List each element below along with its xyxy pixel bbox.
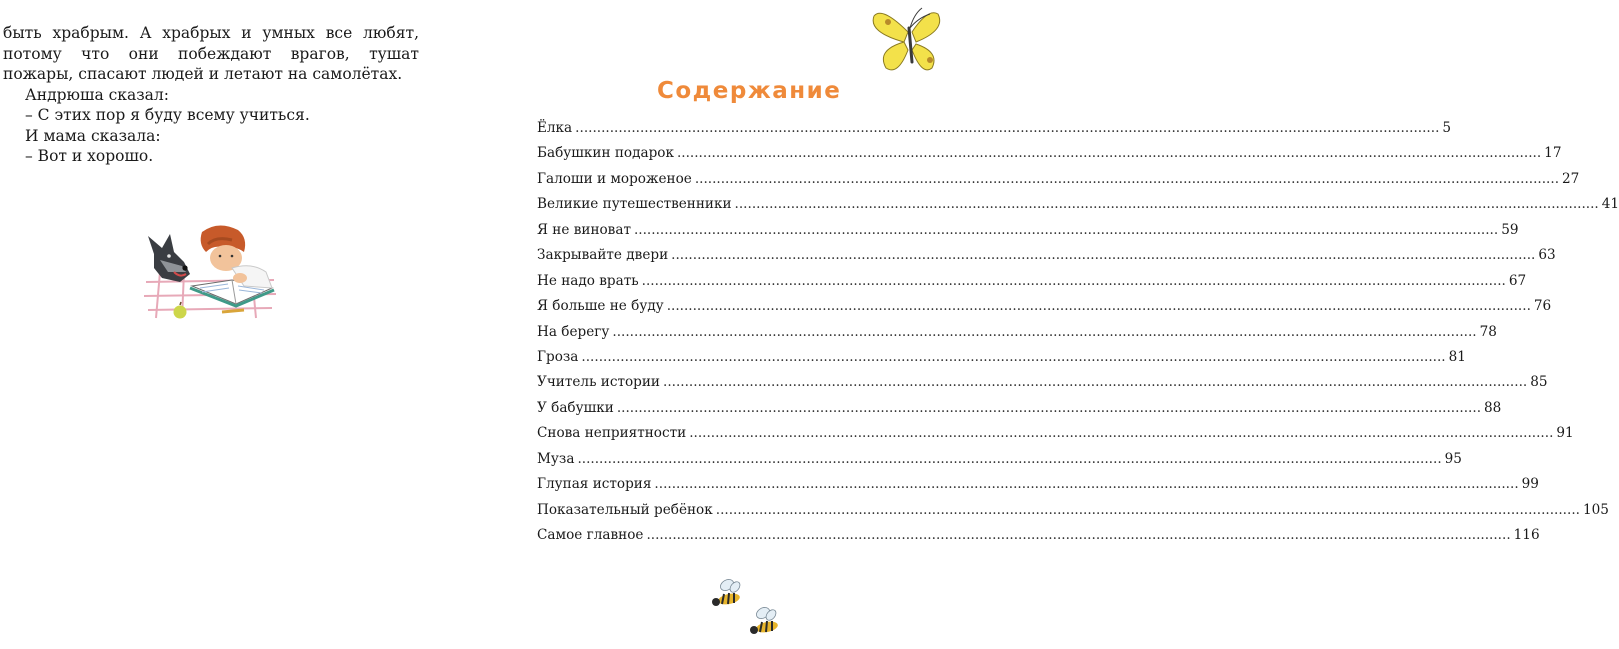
toc-leader-dots: ........................................................................................................................................................................................................	[633, 221, 1499, 238]
toc-item-page: 99	[1521, 476, 1539, 493]
table-of-contents	[537, 120, 1619, 552]
toc-leader-dots: ........................................................................................................................................................................................................	[734, 196, 1599, 213]
toc-item-page: 41	[1601, 196, 1619, 213]
toc-item-title: Гроза	[537, 348, 579, 365]
story-paragraph: быть храбрым. А храбрых и умных все любят, потому что они побеждают врагов, тушат пожары, спасают людей и летают на самолётах.	[3, 24, 419, 83]
toc-item-title: Показательный ребёнок	[537, 501, 713, 518]
toc-item	[537, 120, 1452, 145]
toc-item-title: Не надо врать	[537, 272, 639, 289]
toc-item-title: Я не виноват	[537, 221, 631, 238]
toc-item	[537, 247, 1556, 272]
boy-with-dog-and-book-illustration	[140, 222, 280, 322]
toc-item-page: 88	[1484, 399, 1502, 416]
toc-leader-dots: ........................................................................................................................................................................................................	[641, 272, 1506, 289]
toc-item	[537, 298, 1552, 323]
toc-item-page: 91	[1556, 425, 1574, 442]
toc-leader-dots: ........................................................................................................................................................................................................	[646, 527, 1511, 543]
toc-item-title: У бабушки	[537, 399, 614, 416]
toc-leader-dots: ........................................................................................................................................................................................................	[676, 145, 1542, 162]
toc-item	[537, 348, 1466, 374]
toc-item-page: 27	[1562, 170, 1580, 187]
toc-item	[537, 374, 1548, 399]
toc-item-title: Глупая история	[537, 476, 652, 493]
toc-item	[537, 272, 1527, 298]
toc-leader-dots: ........................................................................................................................................................................................................	[694, 170, 1560, 187]
bees-icon	[705, 577, 795, 647]
toc-leader-dots: ........................................................................................................................................................................................................	[654, 476, 1519, 493]
toc-item	[537, 527, 1540, 552]
toc-leader-dots: ........................................................................................................................................................................................................	[575, 120, 1440, 136]
toc-item	[537, 323, 1497, 349]
toc-item	[537, 221, 1519, 247]
toc-title: Содержание	[657, 78, 842, 104]
toc-item	[537, 145, 1562, 170]
toc-item-title: Великие путешественники	[537, 196, 732, 213]
story-paragraph: И мама сказала:	[25, 126, 161, 145]
toc-item	[537, 501, 1609, 527]
toc-leader-dots: ........................................................................................................................................................................................................	[666, 298, 1531, 315]
toc-item	[537, 425, 1574, 450]
toc-item-title: Галоши и мороженое	[537, 170, 692, 187]
story-paragraph: Андрюша сказал:	[25, 85, 169, 104]
toc-leader-dots: ........................................................................................................................................................................................................	[581, 348, 1446, 365]
toc-item-page: 5	[1442, 120, 1452, 136]
toc-item-title: Учитель истории	[537, 374, 660, 391]
story-paragraph: – С этих пор я буду всему учиться.	[25, 106, 310, 124]
toc-leader-dots: ........................................................................................................................................................................................................	[616, 399, 1482, 416]
toc-item-page: 116	[1513, 527, 1540, 543]
toc-item-title: Самое главное	[537, 527, 644, 543]
toc-leader-dots: ........................................................................................................................................................................................................	[689, 425, 1554, 442]
right-page	[537, 0, 1619, 649]
left-page	[3, 23, 419, 167]
toc-item-page: 78	[1479, 323, 1497, 340]
toc-leader-dots: ........................................................................................................................................................................................................	[663, 374, 1528, 391]
toc-item-page: 95	[1444, 450, 1462, 467]
story-paragraph: – Вот и хорошо.	[25, 147, 154, 165]
toc-item	[537, 170, 1580, 196]
toc-item	[537, 196, 1619, 221]
toc-item-title: Бабушкин подарок	[537, 145, 674, 162]
toc-item-page: 81	[1448, 348, 1466, 365]
toc-item-page: 63	[1538, 247, 1556, 264]
toc-item-title: Закрывайте двери	[537, 247, 669, 264]
toc-item-page: 105	[1582, 501, 1609, 518]
toc-item-title: На берегу	[537, 323, 610, 340]
toc-item-page: 76	[1533, 298, 1552, 315]
toc-item	[537, 450, 1462, 476]
toc-item-title: Я больше не буду	[537, 298, 664, 315]
toc-leader-dots: ........................................................................................................................................................................................................	[715, 501, 1580, 518]
toc-item-page: 17	[1544, 145, 1562, 162]
toc-item-title: Снова неприятности	[537, 425, 687, 442]
toc-item	[537, 399, 1502, 425]
toc-leader-dots: ........................................................................................................................................................................................................	[671, 247, 1536, 264]
toc-item	[537, 476, 1539, 501]
toc-item-page: 67	[1508, 272, 1527, 289]
story-text	[3, 23, 419, 167]
toc-item-title: Ёлка	[537, 120, 573, 136]
toc-leader-dots: ........................................................................................................................................................................................................	[577, 450, 1442, 467]
toc-item-page: 85	[1530, 374, 1548, 391]
butterfly-icon	[868, 4, 948, 78]
toc-item-title: Муза	[537, 450, 575, 467]
toc-leader-dots: ........................................................................................................................................................................................................	[612, 323, 1477, 340]
toc-item-page: 59	[1501, 221, 1519, 238]
